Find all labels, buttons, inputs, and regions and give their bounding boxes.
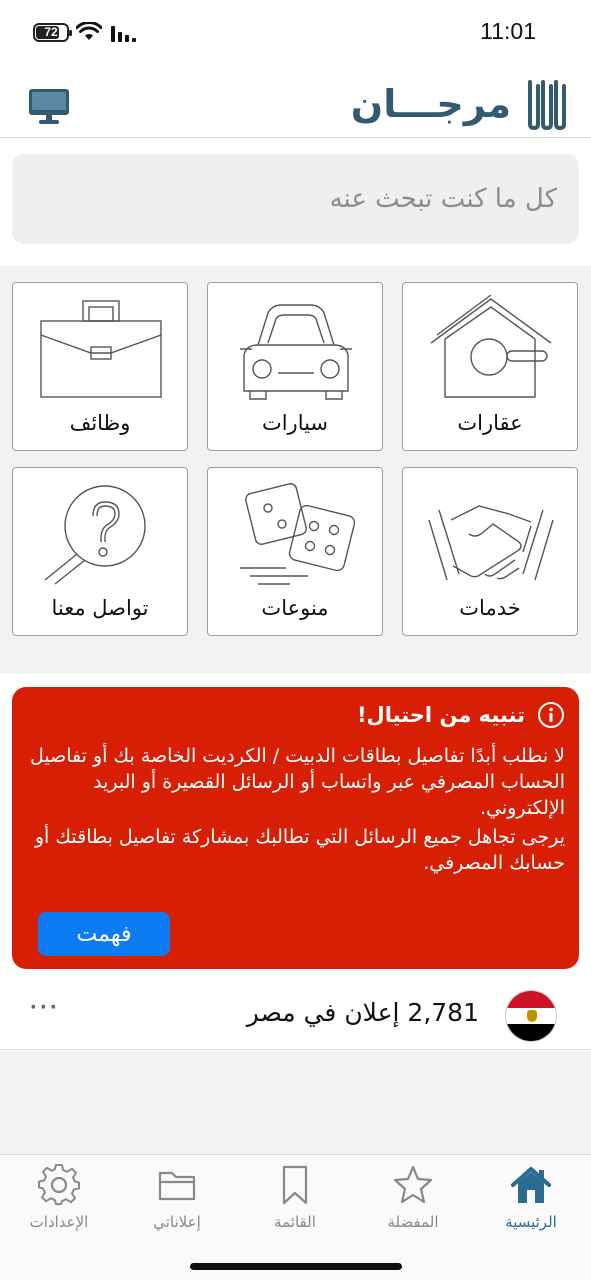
- categories-section: [0, 266, 591, 674]
- home-icon: [509, 1163, 553, 1207]
- alert-title: تنبيه من احتيال!: [356, 703, 525, 727]
- question-icon: [33, 480, 169, 590]
- alert-paragraph: لا نطلب أبدًا تفاصيل بطاقات الدبيت / الكرديت الخاصة بك أو تفاصيل الحساب المصرفي عبر واتساب أو الرسائل القصيرة أو البريد الإلكتروني.: [30, 745, 565, 820]
- brand-name: مرجـــان: [350, 82, 511, 126]
- category-label: منوعات: [261, 596, 329, 620]
- egypt-flag-icon[interactable]: [505, 990, 557, 1042]
- category-services[interactable]: [402, 467, 578, 636]
- home-indicator[interactable]: [190, 1263, 402, 1270]
- car-icon: [228, 295, 364, 405]
- tab-home[interactable]: [476, 1163, 586, 1243]
- app-header: [0, 62, 591, 138]
- tab-label: القائمة: [274, 1213, 316, 1231]
- bars-logo-icon: [525, 78, 569, 130]
- status-bar: [0, 0, 591, 62]
- wifi-icon: [76, 22, 102, 42]
- listing-count-row[interactable]: [0, 982, 591, 1050]
- category-label: تواصل معنا: [51, 596, 149, 620]
- house-key-icon: [423, 295, 559, 405]
- battery-level: 72: [44, 25, 58, 39]
- battery-icon: [33, 23, 69, 42]
- tab-favorites[interactable]: [358, 1163, 468, 1243]
- category-jobs[interactable]: [12, 282, 188, 451]
- got-it-button[interactable]: فهمت: [38, 912, 170, 956]
- cellular-signal-icon: [110, 24, 138, 42]
- brand: [351, 76, 569, 132]
- category-label: سيارات: [261, 411, 329, 435]
- briefcase-icon: [33, 295, 169, 405]
- alert-header: [357, 701, 565, 729]
- content-spacer: [0, 1051, 591, 1154]
- tab-label: المفضلة: [387, 1213, 439, 1231]
- tab-label: الإعدادات: [29, 1213, 89, 1231]
- info-icon: [537, 701, 565, 729]
- dice-icon: [228, 480, 364, 590]
- tab-label: الرئيسية: [505, 1213, 557, 1231]
- clock: 11:01: [480, 18, 536, 44]
- category-label: وظائف: [69, 411, 131, 435]
- category-label: عقارات: [457, 411, 523, 435]
- folder-icon: [155, 1163, 199, 1207]
- tab-list[interactable]: [240, 1163, 350, 1243]
- tab-bar: [0, 1154, 591, 1280]
- category-label: خدمات: [459, 596, 521, 620]
- tab-settings[interactable]: [4, 1163, 114, 1243]
- gear-icon: [37, 1163, 81, 1207]
- bookmark-icon: [273, 1163, 317, 1207]
- listing-count: 2,781 إعلان في مصر: [246, 998, 479, 1027]
- search-box: [12, 154, 579, 244]
- category-real-estate[interactable]: [402, 282, 578, 451]
- fraud-alert: [12, 687, 579, 969]
- category-contact[interactable]: [12, 467, 188, 636]
- alert-body: [22, 743, 565, 878]
- tab-my-ads[interactable]: [122, 1163, 232, 1243]
- search-input[interactable]: [12, 154, 579, 244]
- star-icon: [391, 1163, 435, 1207]
- alert-paragraph: يرجى تجاهل جميع الرسائل التي تطالبك بمشاركة تفاصيل بطاقتك أو حسابك المصرفي.: [34, 825, 565, 874]
- category-misc[interactable]: [207, 467, 383, 636]
- more-options-icon[interactable]: ···: [30, 994, 60, 1021]
- category-cars[interactable]: [207, 282, 383, 451]
- monitor-icon[interactable]: [27, 86, 71, 126]
- tab-label: إعلاناتي: [153, 1213, 201, 1231]
- handshake-icon: [423, 480, 559, 590]
